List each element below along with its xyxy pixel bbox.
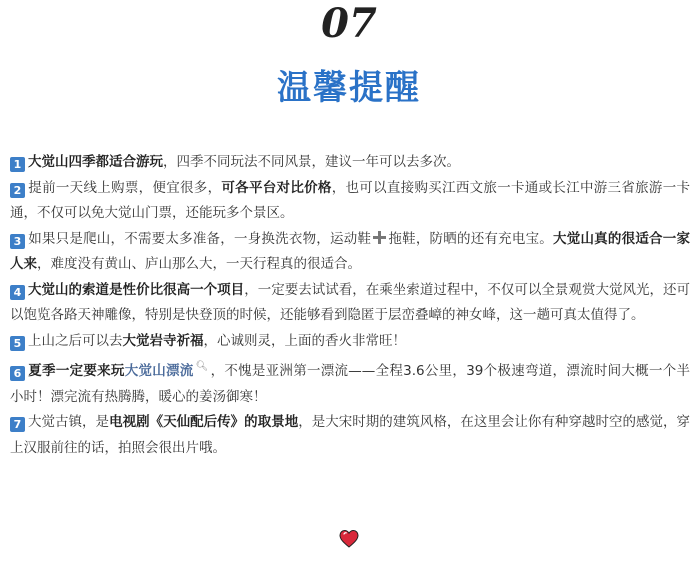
tip-6-text: ，不愧是亚洲第一漂流——全程3.6公里，39个极速弯道，漂流时间大概一个半小时！漂完流有热腾腾，暖心的姜汤御寒！ bbox=[10, 363, 691, 405]
tip-1-bold: 大觉山四季都适合游玩 bbox=[28, 154, 163, 170]
number-badge-6: 6 bbox=[10, 366, 25, 381]
tip-2-text-a: 提前一天线上购票，便宜很多， bbox=[28, 179, 222, 196]
tip-4-bold: 大觉山的索道是性价比很高一个项目 bbox=[28, 281, 245, 298]
tip-5-bold: 大觉岩寺祈福 bbox=[122, 332, 204, 349]
tip-item-3 bbox=[10, 227, 690, 278]
plus-emoji-icon bbox=[372, 230, 387, 245]
rafting-search-link[interactable]: 大觉山漂流 bbox=[124, 363, 194, 379]
tip-7-bold: 电视剧《天仙配后传》的取景地 bbox=[109, 414, 299, 430]
tip-item-1 bbox=[10, 150, 690, 176]
tip-item-5 bbox=[10, 329, 690, 355]
section-number: 07 bbox=[321, 0, 377, 47]
tip-3-text-a: 如果只是爬山，不需要太多准备，一身换洗衣物，运动鞋 bbox=[28, 230, 372, 247]
tip-2-bold: 可各平台对比价格 bbox=[221, 179, 332, 196]
tip-item-6 bbox=[10, 354, 690, 410]
tip-item-2 bbox=[10, 176, 690, 227]
number-badge-2: 2 bbox=[10, 183, 25, 198]
number-badge-4: 4 bbox=[10, 285, 25, 300]
tip-3-text-c: ，难度没有黄山、庐山那么大，一天行程真的很适合。 bbox=[37, 256, 361, 272]
number-badge-7: 7 bbox=[10, 417, 25, 432]
heart-icon bbox=[339, 529, 359, 549]
tip-7-text-b: ，是大宋时期的建筑风格，在这里会让你有种穿越时空的感觉，穿上汉服前往的话，拍照会很出片哦。 bbox=[10, 414, 691, 456]
tip-5-text-a: 上山之后可以去 bbox=[28, 332, 123, 349]
tip-item-4 bbox=[10, 278, 690, 329]
tips-list bbox=[10, 150, 690, 461]
number-badge-1: 1 bbox=[10, 157, 25, 172]
tip-item-7 bbox=[10, 410, 690, 461]
tip-5-text-b: ，心诚则灵，上面的香火非常旺！ bbox=[203, 332, 406, 349]
tip-3-text-b: 拖鞋，防晒的还有充电宝。 bbox=[388, 230, 554, 247]
search-icon[interactable]: 🔍︎ bbox=[195, 361, 209, 372]
number-badge-3: 3 bbox=[10, 234, 25, 249]
number-badge-5: 5 bbox=[10, 336, 25, 351]
tip-4-text: ，一定要去试试看，在乘坐索道过程中，不仅可以全景观赏大觉风光，还可以饱览各路天神雕像，特别是快登顶的时候，还能够看到隐匿于层峦叠嶂的神女峰，这一趟可真太值得了。 bbox=[10, 281, 691, 323]
tip-1-text: ，四季不同玩法不同风景，建议一年可以去多次。 bbox=[163, 154, 460, 170]
tip-2-text-b: ，也可以直接购买江西文旅一卡通或长江中游三省旅游一卡通，不仅可以免大觉山门票，还能玩多个景区。 bbox=[10, 179, 691, 221]
tip-3-bold: 大觉山真的很适合一家人来 bbox=[10, 230, 690, 272]
tip-6-bold: 夏季一定要来玩 bbox=[28, 363, 125, 379]
tip-7-text-a: 大觉古镇，是 bbox=[28, 414, 110, 430]
section-title: 温馨提醒 bbox=[277, 68, 421, 108]
